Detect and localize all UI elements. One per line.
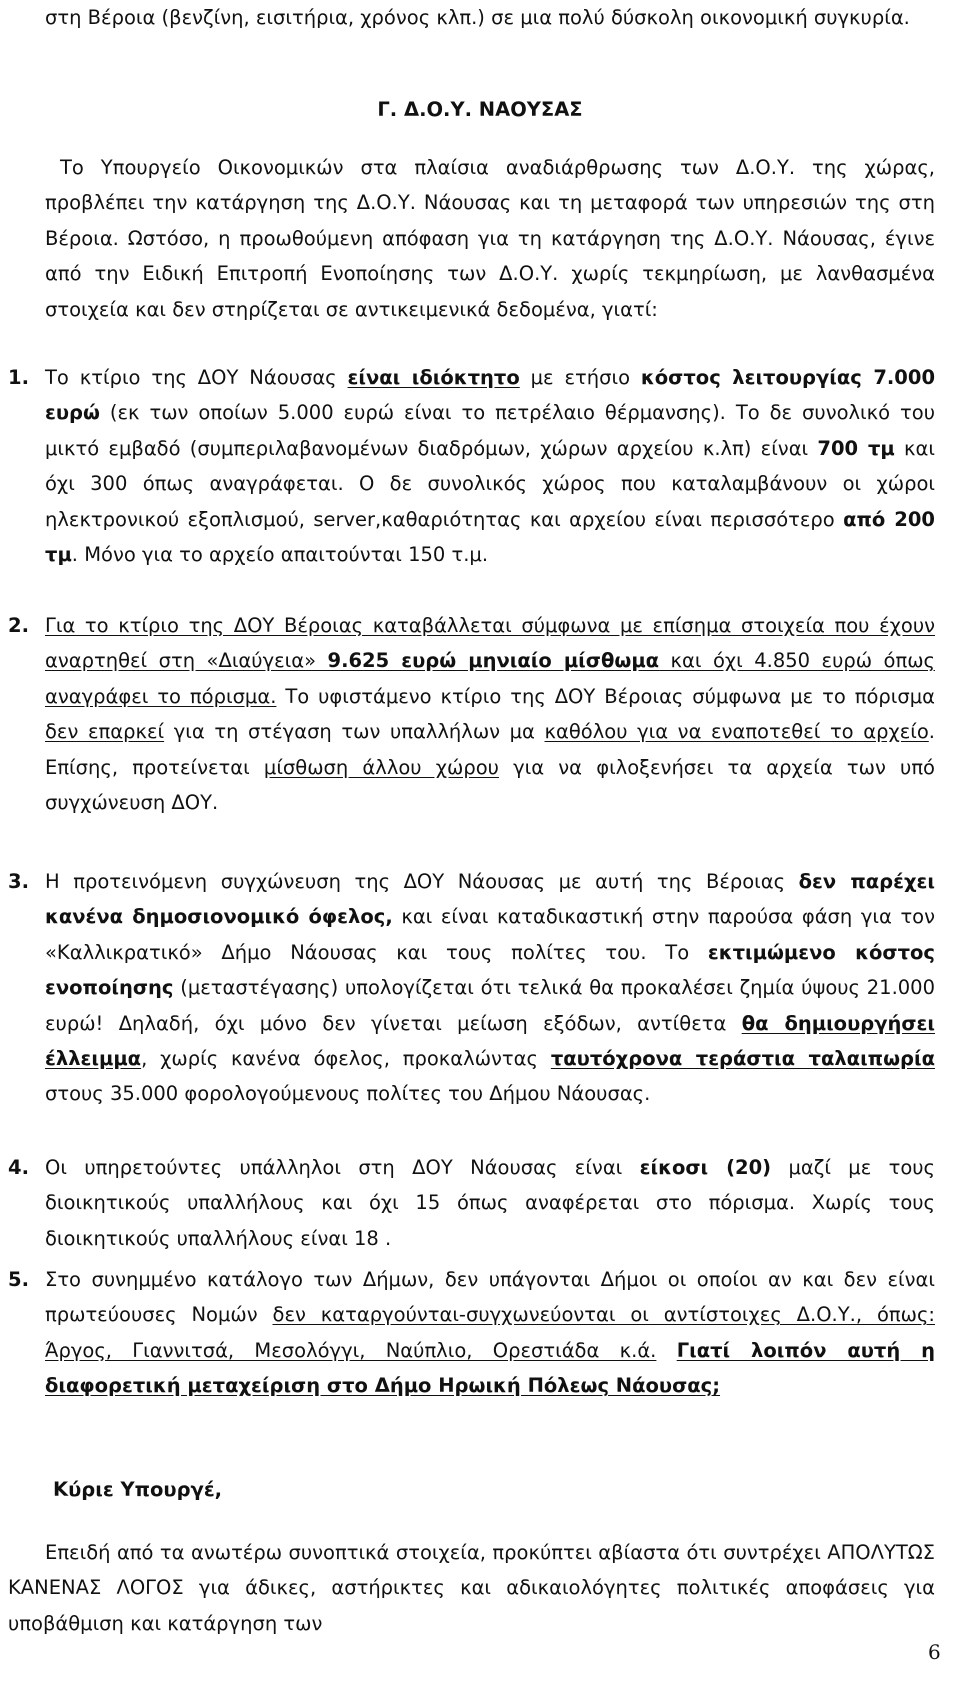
text-run-underlined: 9.625 ευρώ μηνιαίο μίσθωμα [327, 649, 660, 673]
text-run: Η προτεινόμενη συγχώνευση της ΔΟΥ Νάουσας με αυτή της Βέροιας [45, 870, 799, 893]
text-run: και είναι καταδικαστική στην παρούσα φάση για τον «Καλλικρατικό» Δήμο Νάουσας και τους πολίτες του. Το [45, 905, 936, 964]
text-run-underlined: και όχι 4.850 ευρώ όπως αναγράφει το πόρισμα. [45, 649, 935, 708]
greeting: Κύριε Υπουργέ, [53, 1478, 223, 1501]
intro-paragraph: Το Υπουργείο Οικονομικών στα πλαίσια αναδιάρθρωσης των Δ.Ο.Υ. της χώρας, προβλέπει την κατάργηση της Δ.Ο.Υ. Νάουσας και τη μεταφορά των υπηρεσιών της στη Βέροια. Ωστόσο, η προωθούμενη απόφαση για τη κατάργηση της Δ.Ο.Υ. Νάουσας, έγινε από την Ειδική Επιτροπή Ενοποίησης των Δ.Ο.Υ. χωρίς τεκμηρίωση, με λανθασμένα στοιχεία και δεν στηρίζεται σε αντικειμενικά δεδομένα, γιατί: [45, 156, 935, 321]
text-run-underlined: Για το κτίριο της ΔΟΥ Βέροιας καταβάλλεται σύμφωνα με επίσημα στοιχεία που έχουν αναρτηθεί στη «Διαύγεια» [45, 614, 935, 673]
item-number: 4. [8, 1156, 29, 1179]
intro-text: στη Βέροια (βενζίνη, εισιτήρια, χρόνος κλπ.) σε μια πολύ δύσκολη οικονομική συγκυρία. [45, 6, 910, 29]
text-run-underlined: είναι ιδιόκτητο [347, 366, 520, 389]
item-number: 2. [8, 614, 29, 637]
text-run: . Μόνο για το αρχείο απαιτούνται 150 τ.μ. [71, 543, 489, 567]
text-run-bold: 700 τμ [817, 436, 895, 460]
text-run-bold: από 200 τμ [45, 507, 936, 567]
text-run: (μεταστέγασης) υπολογίζεται ότι τελικά θα προκαλέσει ζημία ύψους 21.000 ευρώ! Δηλαδή, όχι μόνο δεν γίνεται μείωση εξόδων, αντίθετα [45, 976, 935, 1035]
text-run-bold: εκτιμώμενο κόστος ενοποίησης [45, 940, 935, 1000]
text-run-underlined: καθόλου για να εναποτεθεί το αρχείο [544, 720, 929, 744]
text-run-underlined: Γιατί λοιπόν αυτή η διαφορετική μεταχείριση στο Δήμο Ηρωική Πόλεως Νάουσας; [45, 1338, 936, 1398]
item-number: 3. [8, 870, 29, 893]
text-run-underlined: μίσθωση άλλου χώρου [263, 755, 499, 779]
text-run-underlined: δεν καταργούνται-συγχωνεύονται οι αντίστοιχες Δ.Ο.Υ., όπως: Άργος, Γιαννιτσά, Μεσολόγγι, Ναύπλιο, Ορεστιάδα κ.ά. [45, 1303, 935, 1362]
text-run: Το υφιστάμενο κτίριο της ΔΟΥ Βέροιας σύμφωνα με το πόρισμα [276, 684, 935, 708]
text-run: στους 35.000 φορολογούμενους πολίτες του Δήμου Νάουσας. [45, 1082, 651, 1106]
text-run: Στο συνημμένο κατάλογο των Δήμων, δεν υπάγονται Δήμοι οι οποίοι αν και δεν είναι πρωτεύουσες Νομών [45, 1268, 935, 1327]
text-run: (εκ των οποίων 5.000 ευρώ είναι το πετρέλαιο θέρμανσης). Το δε συνολικό του μικτό εμβαδό (συμπεριλαβανομένων διαδρόμων, χώρων αρχείου κ.λπ) είναι [45, 401, 935, 460]
item-text [45, 1262, 935, 1404]
text-run-underlined: δεν επαρκεί [45, 720, 165, 744]
text-run: Το κτίριο της ΔΟΥ Νάουσας [45, 366, 348, 389]
text-run: Οι υπηρετούντες υπάλληλοι στη ΔΟΥ Νάουσας είναι [45, 1156, 640, 1179]
text-run [656, 1339, 676, 1362]
closing-paragraph: Επειδή από τα ανωτέρω συνοπτικά στοιχεία, προκύπτει αβίαστα ότι συντρέχει ΑΠΟΛΥΤΩΣ ΚΑΝΕΝΑΣ ΛΟΓΟΣ για άδικες, αστήρικτες και αδικαιολόγητες πολιτικές αποφάσεις για υποβάθμιση και κατάργηση των [8, 1541, 935, 1635]
item-text [45, 608, 935, 820]
text-run-bold [551, 1047, 935, 1070]
section-heading: Γ. Δ.Ο.Υ. ΝΑΟΥΣΑΣ [377, 98, 583, 121]
text-run: , χωρίς κανένα όφελος, προκαλώντας [141, 1047, 551, 1071]
text-run-bold: είκοσι (20) [639, 1156, 772, 1179]
text-run-underlined: θα δημιουργήσει έλλειμμα [45, 1011, 936, 1071]
text-run-bold: δεν παρέχει κανένα δημοσιονομικό όφελος, [45, 870, 935, 929]
page-number: 6 [928, 1640, 941, 1664]
text-run: . Επίσης, προτείνεται [45, 720, 935, 779]
text-run: για τη στέγαση των υπαλλήλων μα [164, 720, 545, 744]
text-run-underlined: ταυτόχρονα τεράστια ταλαιπωρία [550, 1047, 935, 1071]
item-text [45, 864, 935, 1112]
text-run-bold [328, 649, 660, 672]
item-number: 1. [8, 366, 29, 389]
item-number: 5. [8, 1268, 29, 1291]
text-run: με ετήσιο [519, 366, 641, 389]
item-text [45, 1150, 935, 1256]
item-text [45, 360, 935, 572]
text-run: και όχι 300 όπως αναγράφεται. Ο δε συνολικός χώρος που καταλαμβάνουν οι χώροι ηλεκτρονικού εξοπλισμού, server,καθαριότητας και αρχείου είναι περισσότερο [45, 436, 935, 531]
text-run: μαζί με τους διοικητικούς υπαλλήλους και όχι 15 όπως αναφέρεται στο πόρισμα. Χωρίς τους διοικητικούς υπαλλήλους είναι 18 . [45, 1156, 935, 1250]
text-run-bold: κόστος λειτουργίας 7.000 ευρώ [45, 366, 936, 425]
text-run: για να φιλοξενήσει τα αρχεία των υπό συγχώνευση ΔΟΥ. [45, 755, 935, 815]
text-run-bold [348, 366, 520, 389]
